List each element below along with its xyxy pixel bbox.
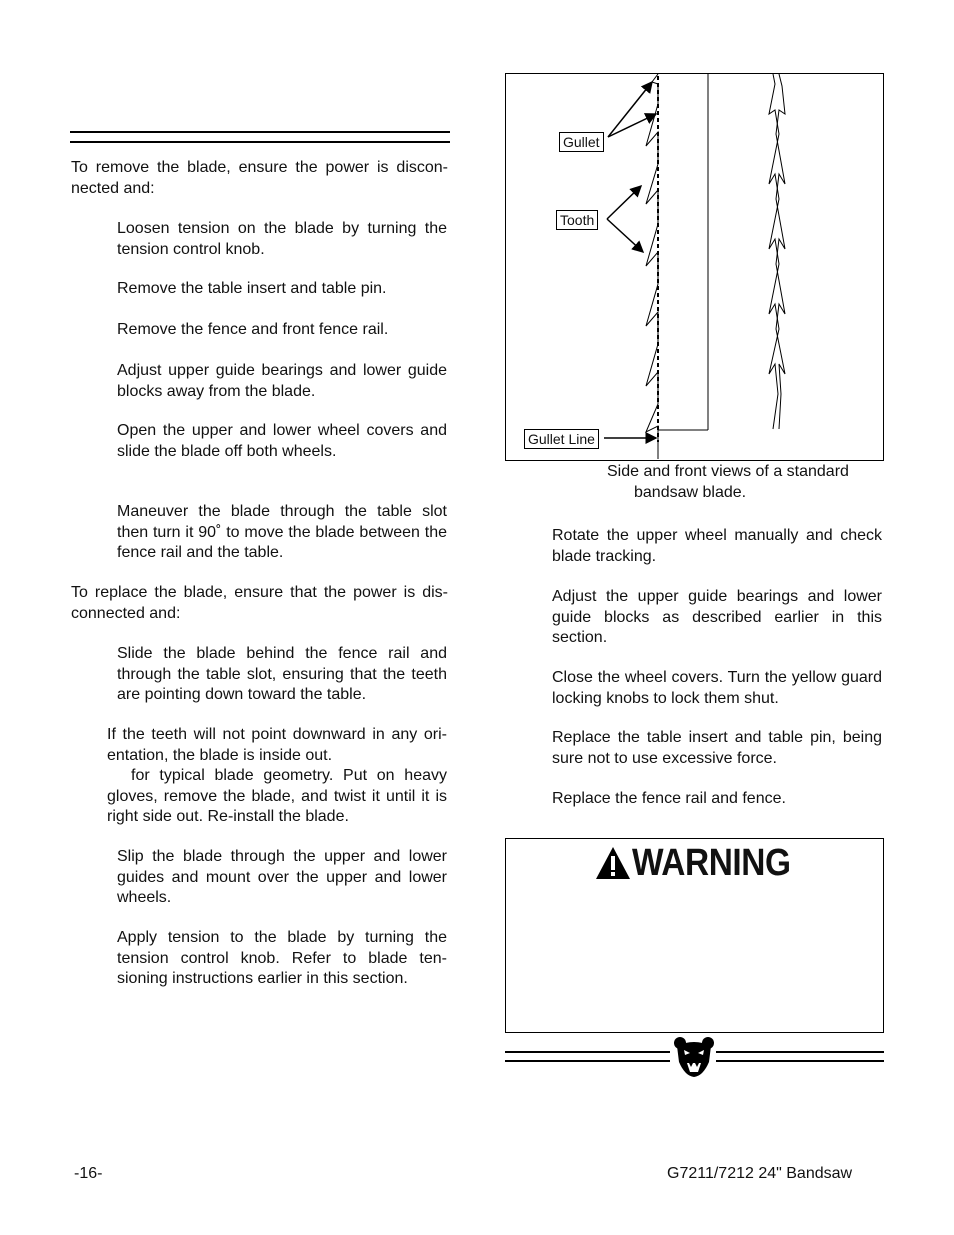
figure-caption-line-1: Side and front views of a standard — [607, 463, 849, 480]
remove-step-4: Adjust upper guide bearings and lower guide blocks away from the blade. — [117, 362, 447, 400]
tooth-label: Tooth — [556, 210, 598, 230]
warning-header — [594, 841, 812, 885]
warning-triangle-icon — [594, 845, 632, 881]
replace-intro: To replace the blade, ensure that the power is dis-connected and: — [71, 584, 448, 622]
right-step-5: Replace the fence rail and fence. — [552, 790, 786, 807]
right-step-3: Close the wheel covers. Turn the yellow guard locking knobs to lock them shut. — [552, 669, 882, 707]
side-view-blade — [646, 74, 708, 459]
bear-head-logo — [673, 1036, 715, 1078]
remove-intro: To remove the blade, ensure the power is discon-nected and: — [71, 159, 448, 197]
replace-step-1: Slide the blade behind the fence rail and through the table slot, ensuring that the teeth are pointing down toward the table. — [117, 645, 447, 703]
page-number: -16- — [74, 1165, 103, 1182]
divider-right-bottom — [716, 1060, 884, 1062]
replace-step-2: Slip the blade through the upper and lower guides and mount over the upper and lower wheels. — [117, 848, 447, 906]
remove-step-1: Loosen tension on the blade by turning the tension control knob. — [117, 220, 447, 258]
warning-title: WARNING — [632, 842, 791, 884]
remove-step-2: Remove the table insert and table pin. — [117, 280, 387, 297]
blade-figure — [505, 73, 884, 461]
manual-model: G7211/7212 24" Bandsaw — [667, 1165, 853, 1182]
warning-box — [505, 838, 884, 1033]
section-rule-bottom — [70, 141, 450, 143]
divider-right-top — [716, 1051, 884, 1053]
right-step-2: Adjust the upper guide bearings and lower guide blocks as described earlier in this section. — [552, 588, 882, 646]
front-view-blade — [769, 74, 785, 429]
section-rule-top — [70, 131, 450, 133]
gullet-line-label: Gullet Line — [524, 429, 599, 449]
inside-out-note: If the teeth will not point downward in any ori-entation, the blade is inside out. — [107, 726, 447, 764]
remove-step-5: Open the upper and lower wheel covers and slide the blade off both wheels. — [117, 422, 447, 460]
remove-step-3: Remove the fence and front fence rail. — [117, 321, 389, 338]
figure-caption-line-2: bandsaw blade. — [634, 484, 747, 501]
divider-left-bottom — [505, 1060, 670, 1062]
gullet-label: Gullet — [559, 132, 604, 152]
right-step-1: Rotate the upper wheel manually and check blade tracking. — [552, 527, 882, 565]
inside-out-note-continued: for typical blade geometry. Put on heavy gloves, remove the blade, and twist it until it is right side out. Re-install the blade. — [107, 767, 447, 825]
replace-step-3: Apply tension to the blade by turning the tension control knob. Refer to blade ten-sioning instructions earlier in this section. — [117, 929, 447, 987]
remove-step-6: Maneuver the blade through the table slot then turn it 90˚ to move the blade between the fence rail and the table. — [117, 503, 447, 561]
divider-left-top — [505, 1051, 670, 1053]
right-step-4: Replace the table insert and table pin, being sure not to use excessive force. — [552, 729, 882, 767]
